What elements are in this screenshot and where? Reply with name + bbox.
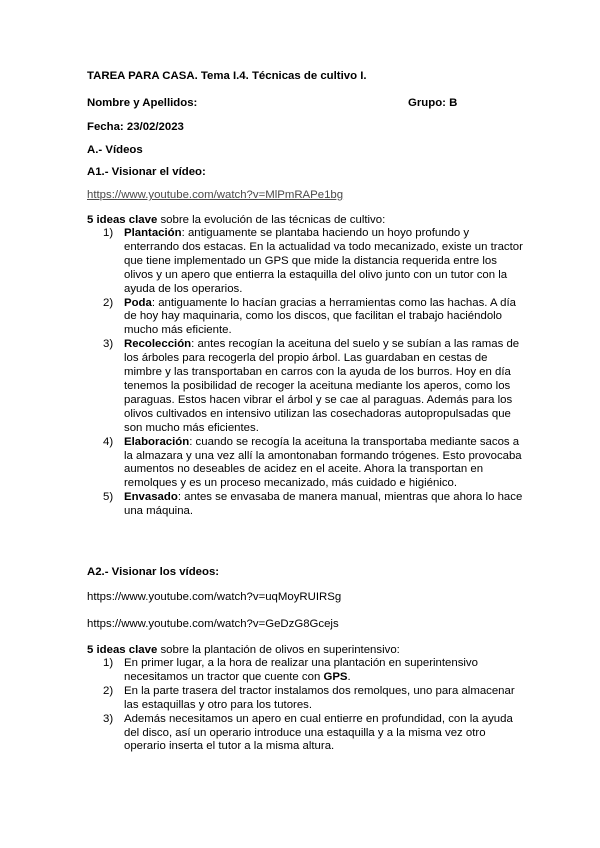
list-item: 3) Además necesitamos un apero en cual entierre en profundidad, con la ayuda del disco, así un operario introduce una estaquilla y a la misma vez otro operario inserta el tutor a la misma altura. [103,712,513,753]
a2-heading: A2.- Visionar los vídeos: [87,566,220,578]
a2-intro-rest: sobre la plantación de olivos en superintensivo: [157,644,400,656]
list-item: 3) Recolección: antes recogían la aceituna del suelo y se subían a las ramas de los árboles para recogerla del propio árbol. Las guardaban en cestas de mimbre y las transportaban en carros con la ayuda de los burros. Hoy en día tenemos la posibilidad de recoger la aceituna mediante los aperos, como los paraguas. Estos hacen vibrar el árbol y se cae al paraguas. Además para los olivos cultivados en intensivo utilizan las cosechadoras autopropulsadas que son mucho más eficientes. [103,338,520,434]
list-item: 4) Elaboración: cuando se recogía la aceituna la transportaba mediante sacos a la almazara y una vez allí la amontonaban formando trógenes. Esto provocaba aumentos no deseables de acidez en el aceite. Ahora la transportan en remolques y es un proceso mecanizado, más cuidado e higiénico. [103,435,522,490]
a2-intro [87,643,400,657]
section-a-heading: A.- Vídeos [87,144,143,156]
a2-video-link-2[interactable]: https://www.youtube.com/watch?v=GeDzG8Gcejs [87,618,339,630]
a1-intro-rest: sobre la evolución de las técnicas de cultivo: [157,214,386,226]
a2-ideas-list [87,657,527,754]
list-item: 1) En primer lugar, a la hora de realizar una plantación en superintensivo necesitamos un tractor que cuente con GPS. [103,657,478,683]
a2-intro-bold: 5 ideas clave [87,644,158,656]
name-label: Nombre y Apellidos: [87,97,198,109]
group-label: Grupo: B [408,97,458,109]
date-label: Fecha: 23/02/2023 [87,121,184,133]
a2-video-link-1[interactable]: https://www.youtube.com/watch?v=uqMoyRUIRSg [87,591,342,603]
a1-intro [87,213,385,227]
a1-heading: A1.- Visionar el vídeo: [87,166,206,178]
list-item: 2) Poda: antiguamente lo hacían gracias a herramientas como las hachas. A día de hoy hay maquinaria, como los discos, que facilitan el trabajo haciéndolo mucho más eficiente. [103,296,516,337]
list-item: 5) Envasado: antes se envasaba de manera manual, mientras que ahora lo hace una máquina. [103,491,523,518]
document-title: TAREA PARA CASA. Tema I.4. Técnicas de cultivo I. [87,70,367,82]
list-item: 1) Plantación: antiguamente se plantaba haciendo un hoyo profundo y enterrando dos estacas. En la actualidad va todo mecanizado, existe un tractor que tiene implementado un GPS que mide la distancia requerida entre los olivos y un apero que entierra la estaquilla del olivo junto con un tutor con la ayuda de los operarios. [103,227,523,295]
a1-intro-bold: 5 ideas clave [87,214,158,226]
a1-video-link[interactable]: https://www.youtube.com/watch?v=MlPmRAPe1bg [87,189,344,201]
list-item: 2) En la parte trasera del tractor instalamos dos remolques, uno para almacenar las estaquillas y otro para los tutores. [103,684,515,711]
a1-ideas-list [87,227,527,519]
